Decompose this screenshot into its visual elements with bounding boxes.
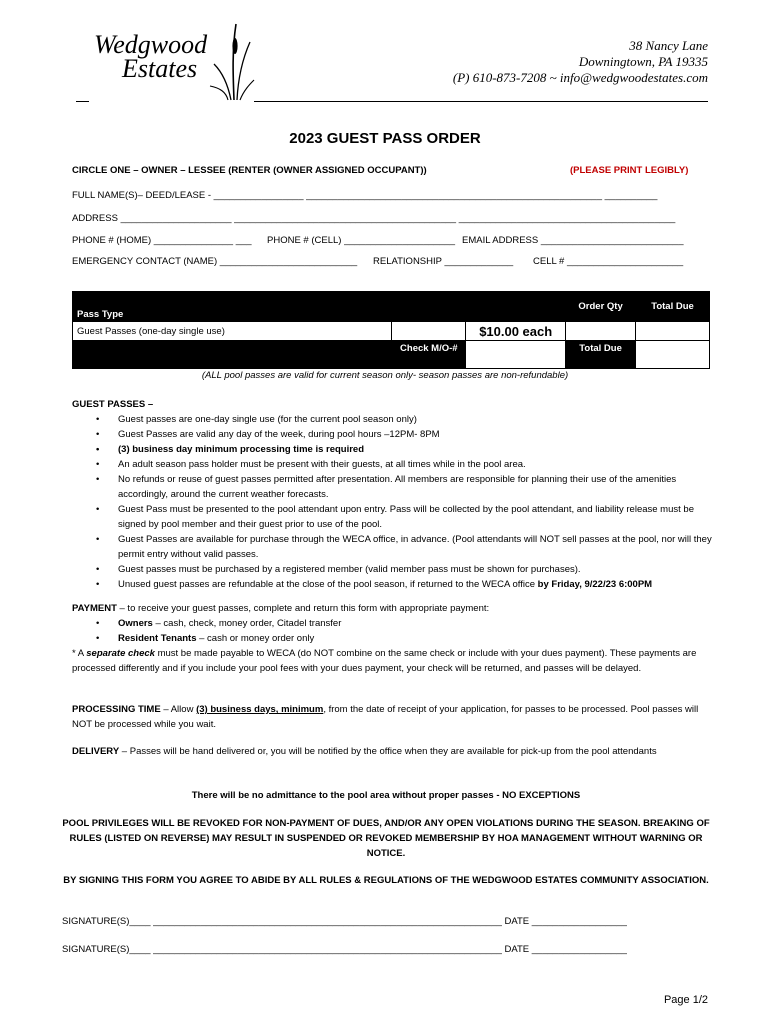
blank-header-cell [392, 292, 466, 322]
processing-minimum: (3) business days, minimum [196, 704, 324, 715]
processing-text-b: , from the date of receipt of your application, for passes to be processed. Pool passes will NOT be processed while you wait. [72, 704, 699, 730]
relationship-field[interactable]: RELATIONSHIP _____________ [373, 256, 514, 267]
owners-label: Owners [118, 618, 153, 629]
cell-field[interactable]: CELL # ______________________ [533, 256, 684, 267]
address-contact: (P) 610-873-7208 ~ info@wedgwoodestates.com [452, 70, 708, 85]
table-header-row [73, 292, 710, 322]
list-item [72, 631, 712, 646]
revocation-notice: POOL PRIVILEGES WILL BE REVOKED FOR NON-PAYMENT OF DUES, AND/OR ANY OPEN VIOLATIONS DURING THE SEASON. BREAKING OF RULES (LISTED ON REVERSE) MAY RESULT IN SUSPENDED OR REVOKED MEMBERSHIP BY HOA MANAGEMENT WITHOUT WARNING OR NOTICE. [62, 818, 710, 859]
separate-check-emphasis: separate check [86, 648, 155, 659]
signing-agreement: BY SIGNING THIS FORM YOU AGREE TO ABIDE BY ALL RULES & REGULATIONS OF THE WEDGWOOD ESTATES COMMUNITY ASSOCIATION. [63, 875, 709, 886]
guest-passes-section [72, 397, 712, 592]
address-street: 38 Nancy Lane [629, 38, 708, 53]
total-due-input[interactable] [636, 322, 710, 341]
list-item: • (3) business day minimum processing time is required [72, 442, 712, 457]
guest-passes-label: Guest Passes (one-day single use) [73, 322, 392, 341]
list-item: • No refunds or reuse of guest passes permitted after presentation. All members are responsible for planning their use of the amenities accordingly, around the current weather forecasts. [72, 472, 712, 502]
list-item: • Guest Pass must be presented to the pool attendant upon entry. Pass will be collected by the pool attendant, and liability release must be signed by pool member and their guest prior to use of the pool. [72, 502, 712, 532]
logo-text-estates: Estates [122, 54, 198, 83]
emergency-contact-field[interactable]: EMERGENCY CONTACT (NAME) __________________________ [72, 256, 358, 267]
delivery-label: DELIVERY [72, 746, 120, 757]
guest-pass-price: $10.00 each [466, 322, 566, 341]
address-field[interactable]: ADDRESS _____________________ __________________________________________ _________________________________________ [72, 213, 676, 224]
print-legibly-note: (PLEASE PRINT LEGIBLY) [570, 165, 689, 176]
signature-field-2[interactable]: SIGNATURE(S)____ __________________________________________________________________ DATE __________________ [62, 944, 627, 955]
circle-one-instruction: CIRCLE ONE – OWNER – LESSEE (RENTER (OWNER ASSIGNED OCCUPANT)) [72, 165, 427, 176]
separate-check-prefix: * A [72, 648, 87, 659]
address-city: Downingtown, PA 19335 [578, 54, 708, 69]
pass-order-table [72, 291, 710, 369]
separate-check-text: must be made payable to WECA (do NOT combine on the same check or include with your dues payment). These payments are processed differently and if you include your pool fees with your dues payment, your check will be returned, and passes will be delayed. [72, 648, 697, 674]
pass-type-header: Pass Type [73, 292, 392, 322]
total-due-label: Total Due [566, 341, 636, 369]
form-title: 2023 GUEST PASS ORDER [289, 130, 481, 147]
list-item: • Guest Passes are valid any day of the week, during pool hours –12PM- 8PM [72, 427, 712, 442]
signature-field-1[interactable]: SIGNATURE(S)____ __________________________________________________________________ DATE __________________ [62, 916, 627, 927]
processing-section [72, 702, 712, 732]
list-item [72, 577, 712, 592]
refund-deadline: by Friday, 9/22/23 6:00PM [537, 579, 653, 590]
total-due-header: Total Due [636, 292, 710, 322]
phone-cell-field[interactable]: PHONE # (CELL) _____________________ [267, 235, 456, 246]
dark-filler-cell [73, 341, 392, 369]
table-row [73, 322, 710, 341]
guest-passes-heading: GUEST PASSES – [72, 399, 154, 410]
email-field[interactable]: EMAIL ADDRESS ___________________________ [462, 235, 684, 246]
header-divider-long [254, 101, 708, 102]
delivery-section [72, 744, 712, 759]
reed-icon [206, 20, 256, 102]
delivery-text: – Passes will be hand delivered or, you will be notified by the office when they are available for pick-up from the pool attendants [119, 746, 657, 757]
blank-cell [392, 322, 466, 341]
processing-text-a: – Allow [160, 704, 197, 715]
admittance-notice: There will be no admittance to the pool area without proper passes - NO EXCEPTIONS [191, 790, 581, 801]
header-divider-short [76, 101, 89, 102]
list-item: • Guest passes must be purchased by a registered member (valid member pass must be shown for purchases). [72, 562, 712, 577]
logo-text-wedgwood: Wedgwood [94, 30, 208, 59]
blank-header-cell [466, 292, 566, 322]
list-item [72, 616, 712, 631]
list-item: • An adult season pass holder must be present with their guests, at all times while in the pool area. [72, 457, 712, 472]
full-name-field[interactable]: FULL NAME(S)– DEED/LEASE - _________________ ________________________________________________________ __________ [72, 190, 658, 201]
logo [88, 20, 258, 102]
list-item: • Guest passes are one-day single use (for the current pool season only) [72, 412, 712, 427]
check-mo-input[interactable] [466, 341, 566, 369]
payment-text: – to receive your guest passes, complete and return this form with appropriate payment: [116, 603, 490, 614]
office-address [453, 38, 708, 86]
order-qty-input[interactable] [566, 322, 636, 341]
table-row [73, 341, 710, 369]
check-mo-label: Check M/O-# [392, 341, 466, 369]
total-due-final-input[interactable] [636, 341, 710, 369]
tenants-label: Resident Tenants [118, 633, 197, 644]
payment-section [72, 601, 712, 676]
refund-text: Unused guest passes are refundable at the close of the pool season, if returned to the WECA office [118, 579, 536, 590]
page-number: Page 1/2 [663, 994, 708, 1006]
payment-label: PAYMENT [72, 603, 117, 614]
processing-label: PROCESSING TIME [72, 704, 161, 715]
tenants-text: – cash or money order only [196, 633, 315, 644]
owners-text: – cash, check, money order, Citadel transfer [152, 618, 342, 629]
season-pass-note: (ALL pool passes are valid for current season only- season passes are non-refundable) [201, 370, 569, 381]
order-qty-header: Order Qty [566, 292, 636, 322]
phone-home-field[interactable]: PHONE # (HOME) _______________ ___ [72, 235, 252, 246]
list-item: • Guest Passes are available for purchase through the WECA office, in advance. (Pool attendants will NOT sell passes at the pool, nor will they permit entry without valid passes. [72, 532, 712, 562]
